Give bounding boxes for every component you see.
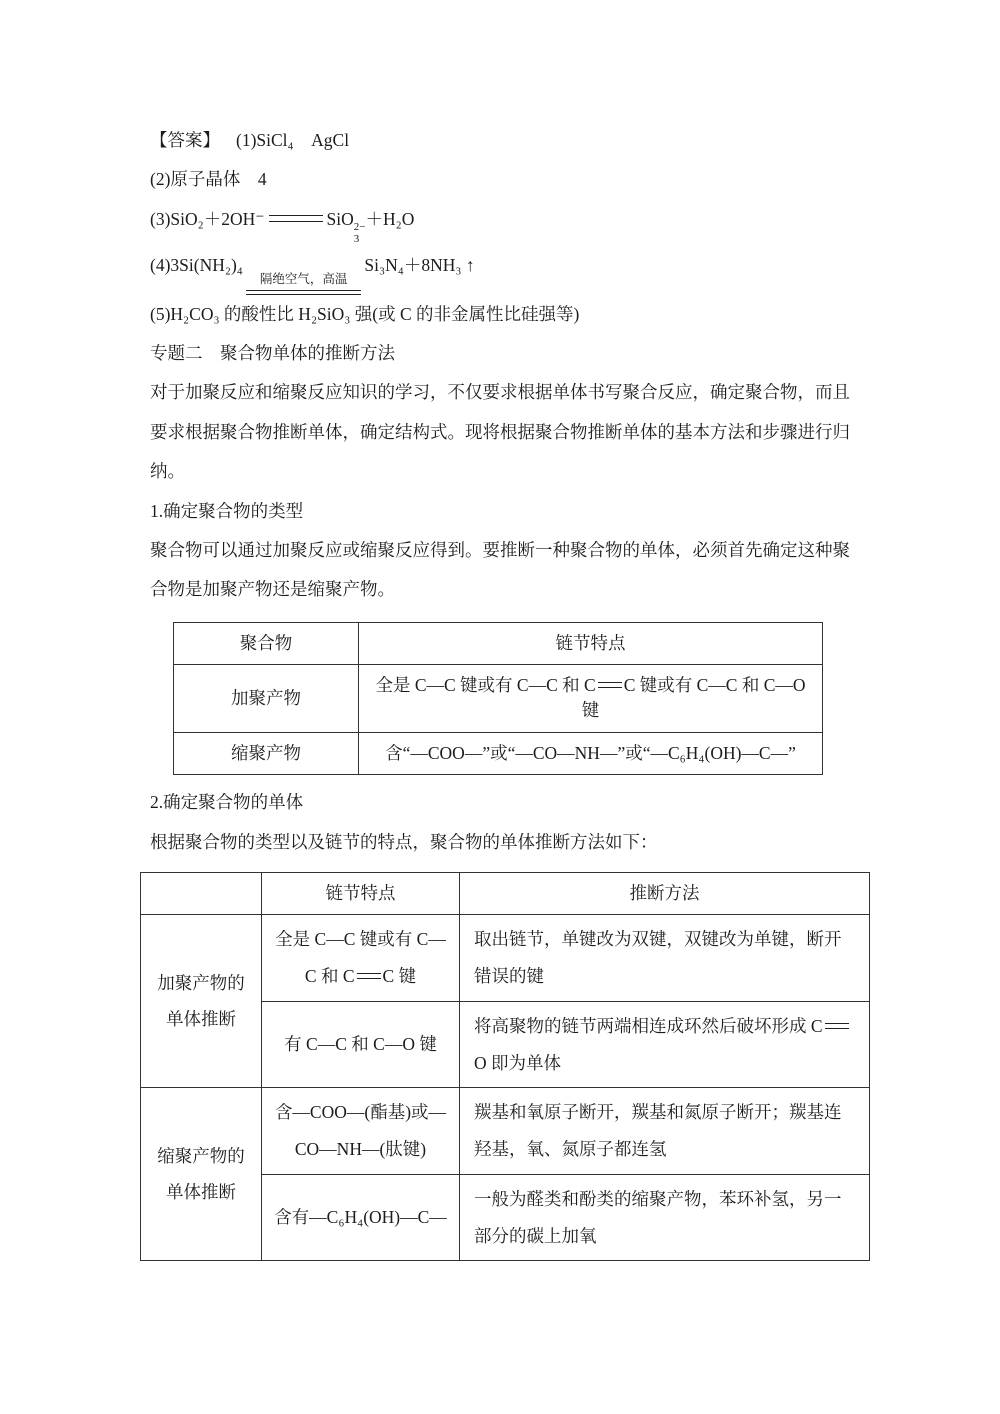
section-2-body: 根据聚合物的类型以及链节的特点，聚合物的单体推断方法如下： — [150, 831, 658, 852]
answer-line-2: (2)原子晶体 4 — [150, 169, 267, 190]
equation-4-left: (4)3Si(NH₂)₄ — [150, 255, 243, 276]
table-row — [141, 915, 870, 1002]
page-content — [150, 121, 866, 1261]
t2-g2r2-feature: 含有—C₆H₄(OH)—C— — [262, 1174, 460, 1261]
t2-group2-label: 缩聚产物的单体推断 — [141, 1088, 262, 1261]
t2-g1r2-feature: 有 C—C 和 C—O 键 — [262, 1001, 460, 1088]
t1-row2-type: 缩聚产物 — [174, 732, 359, 774]
t2-g1r1-feature-b: C 键 — [382, 966, 417, 987]
double-bond-icon — [598, 682, 622, 688]
t1-row1-feature — [359, 665, 823, 733]
section-1-heading: 1.确定聚合物的类型 — [150, 500, 304, 521]
equation-3-right: ＋H₂O — [365, 208, 415, 229]
answer-label: 【答案】 — [150, 130, 220, 150]
t2-g1r1-feature — [262, 915, 460, 1002]
t1-row1-type: 加聚产物 — [174, 665, 359, 733]
t2-header-empty — [141, 872, 262, 914]
t2-group1-label: 加聚产物的单体推断 — [141, 915, 262, 1088]
t2-g1r2-method — [460, 1001, 870, 1088]
t1-header-feature: 链节特点 — [359, 622, 823, 664]
topic-intro-paragraph: 对于加聚反应和缩聚反应知识的学习，不仅要求根据单体书写聚合反应，确定聚合物，而且要求根据聚合物推断单体，确定结构式。现将根据聚合物推断单体的基本方法和步骤进行归纳。 — [150, 382, 850, 482]
monomer-method-table — [140, 872, 870, 1261]
t1-row2-feature: 含“—COO—”或“—CO—NH—”或“—C₆H₄(OH)—C—” — [359, 732, 823, 774]
t1-row1-feature-b: C 键或有 C—C 和 C—O 键 — [581, 675, 806, 721]
double-line-equals-icon — [269, 215, 323, 222]
double-bond-icon — [357, 973, 381, 979]
table-row — [174, 622, 823, 664]
ion-subscript: 3 — [353, 233, 360, 246]
t2-header-method: 推断方法 — [460, 872, 870, 914]
topic-heading: 专题二 聚合物单体的推断方法 — [150, 343, 395, 364]
reaction-condition-text: 隔绝空气，高温 — [246, 272, 362, 291]
ion-superscript: 2− — [353, 220, 366, 233]
t2-g2r1-method: 羰基和氧原子断开，羰基和氮原子断开；羰基连羟基，氧、氮原子都连氢 — [460, 1088, 870, 1175]
t2-g2r1-feature: 含—COO—(酯基)或—CO—NH—(肽键) — [262, 1088, 460, 1175]
equation-4 — [150, 246, 866, 295]
t2-g2r2-method: 一般为醛类和酚类的缩聚产物，苯环补氢，另一部分的碳上加氧 — [460, 1174, 870, 1261]
t1-row1-feature-a: 全是 C—C 键或有 C—C 和 C — [375, 675, 596, 696]
answer-line-5: (5)H₂CO₃ 的酸性比 H₂SiO₃ 强(或 C 的非金属性比硅强等) — [150, 303, 580, 324]
table-row — [174, 732, 823, 774]
t2-g1r2-method-a: 将高聚物的链节两端相连成环然后破坏形成 C — [474, 1015, 823, 1036]
answer-1-text: (1)SiCl₄ AgCl — [236, 130, 350, 150]
t2-g1r2-method-b: O 即为单体 — [474, 1052, 562, 1073]
t2-g1r1-feature-a: 全是 C—C 键或有 C—C 和 C — [275, 929, 446, 987]
polymer-type-table — [173, 622, 823, 776]
t1-header-polymer: 聚合物 — [174, 622, 359, 664]
section-1-body: 聚合物可以通过加聚反应或缩聚反应得到。要推断一种聚合物的单体，必须首先确定这种聚合物是加聚产物还是缩聚产物。 — [150, 539, 850, 600]
equation-3 — [150, 200, 866, 246]
double-bond-icon — [825, 1023, 849, 1029]
table-row — [141, 872, 870, 914]
answer-line-1 — [150, 121, 866, 160]
equation-3-ion-base: SiO — [326, 208, 354, 229]
section-2-heading: 2.确定聚合物的单体 — [150, 792, 304, 813]
t2-header-feature: 链节特点 — [262, 872, 460, 914]
ion-charge-stack — [354, 221, 366, 246]
t2-g1r1-method: 取出链节，单键改为双键，双键改为单键，断开错误的键 — [460, 915, 870, 1002]
table-row — [174, 665, 823, 733]
equation-4-right: Si₃N₄＋8NH₃ ↑ — [364, 255, 475, 276]
equation-3-left: (3)SiO₂＋2OH⁻ — [150, 208, 265, 229]
table-row — [141, 1088, 870, 1175]
reaction-condition-rule — [246, 272, 362, 295]
